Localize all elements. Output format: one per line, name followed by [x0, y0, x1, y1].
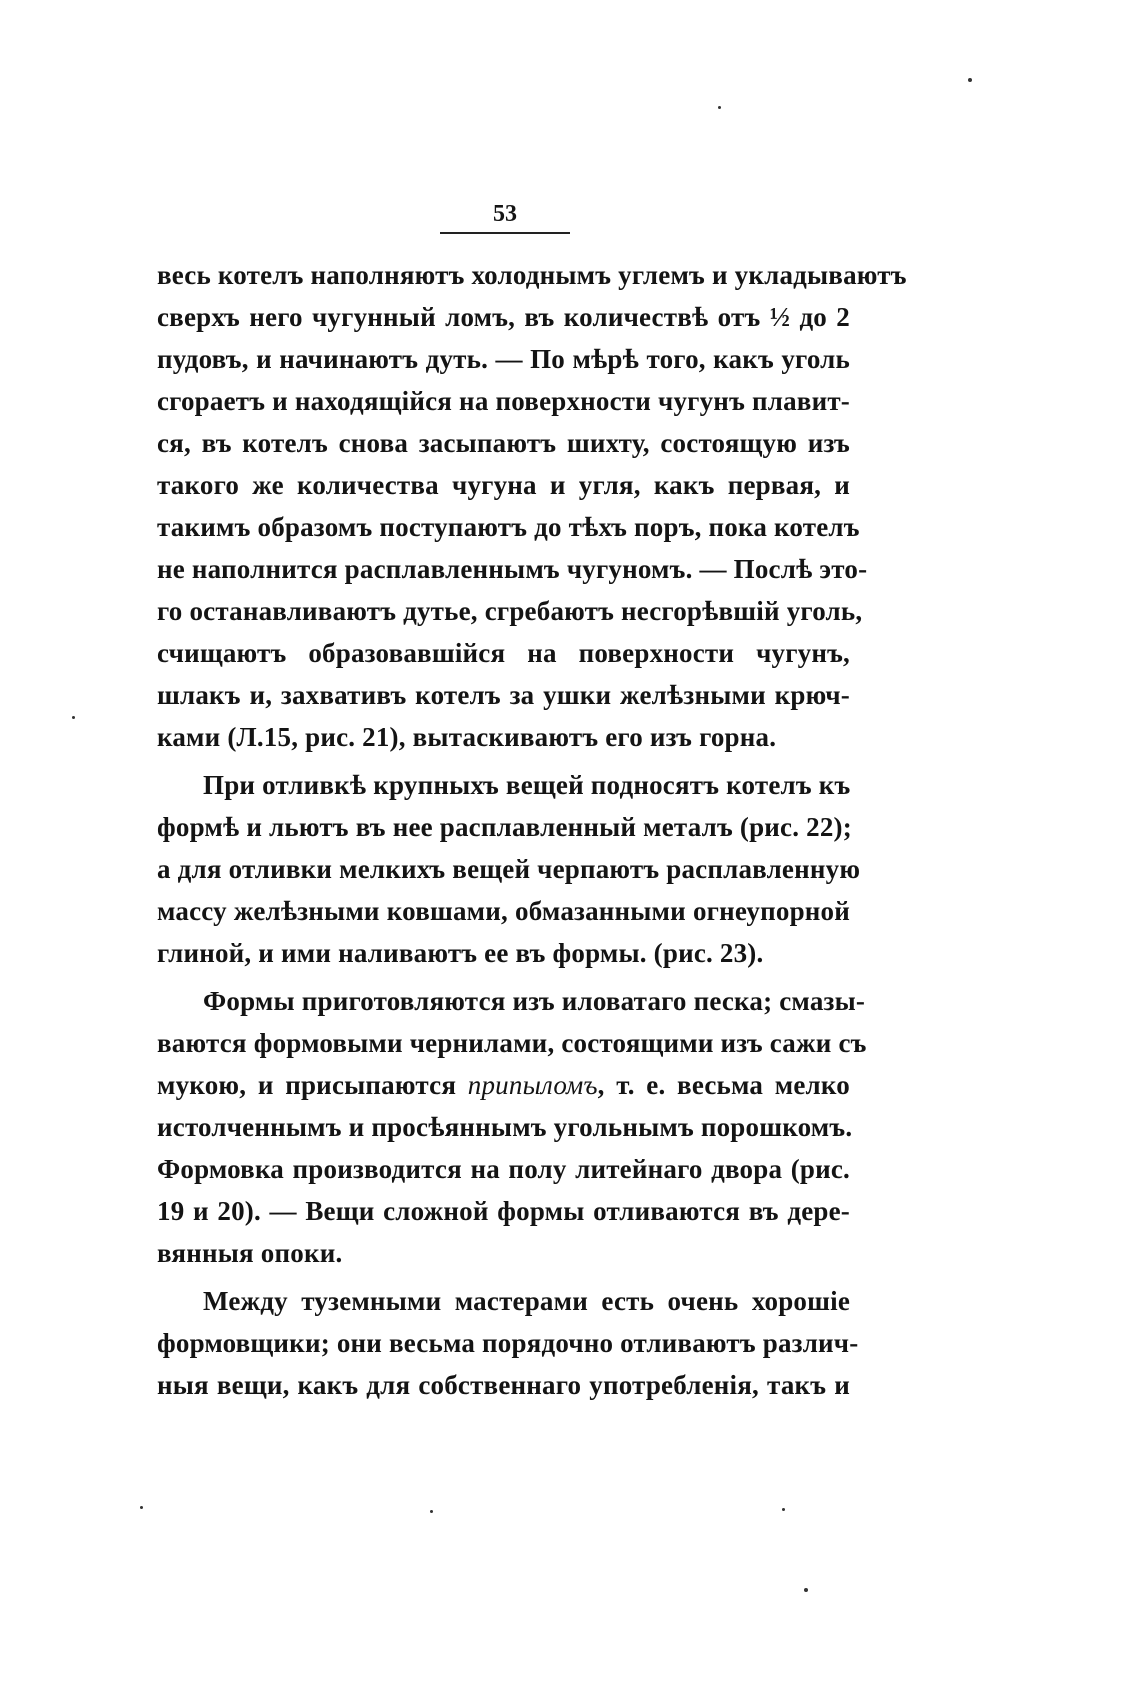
- text-line: формовщики; они весьма порядочно отливаютъ различ-: [157, 1328, 859, 1358]
- scan-speck: [782, 1508, 785, 1511]
- text-line: а для отливки мелкихъ вещей черпаютъ расплавленную: [157, 854, 861, 884]
- text-line: не наполнится расплавленнымъ чугуномъ. — Послѣ это-: [157, 554, 868, 584]
- text-line: такимъ образомъ поступаютъ до тѣхъ поръ, пока котелъ: [157, 512, 860, 542]
- scan-speck: [804, 1588, 808, 1592]
- text-line: сгораетъ и находящійся на поверхности чугунъ плавит-: [157, 386, 850, 416]
- paragraph-3: [157, 980, 867, 1274]
- text-line: 19 и 20). — Вещи сложной формы отливаются въ дере-: [157, 1196, 850, 1226]
- text-line: шлакъ и, захвативъ котелъ за ушки желѣзными крюч-: [157, 680, 850, 710]
- page-number-rule: [440, 232, 570, 234]
- text-line: При отливкѣ крупныхъ вещей подносятъ котелъ къ: [203, 770, 851, 800]
- text-line: го останавливаютъ дутье, сгребаютъ несгорѣвшій уголь,: [157, 596, 863, 626]
- text-line: сверхъ него чугунный ломъ, въ количествѣ отъ ½ до 2: [157, 302, 850, 332]
- text-line: Формовка производится на полу литейнаго двора (рис.: [157, 1154, 850, 1184]
- scan-speck: [72, 716, 75, 719]
- text-line: массу желѣзными ковшами, обмазанными огнеупорной: [157, 896, 850, 926]
- italic-term: припыломъ: [467, 1070, 598, 1100]
- scan-speck: [140, 1506, 143, 1509]
- text-line: мукою, и присыпаются припыломъ, т. е. весьма мелко: [157, 1070, 850, 1100]
- page-number: 53: [493, 201, 517, 227]
- scan-speck: [968, 78, 972, 82]
- text-line: пудовъ, и начинаютъ дуть. — По мѣрѣ того, какъ уголь: [157, 344, 850, 374]
- paragraph-4: [157, 1280, 859, 1406]
- scan-speck: [718, 106, 721, 109]
- text-line: вянныя опоки.: [157, 1238, 343, 1268]
- text-line: глиной, и ими наливаютъ ее въ формы. (рис. 23).: [157, 938, 764, 968]
- text-line: истолченнымъ и просѣяннымъ угольнымъ порошкомъ.: [157, 1112, 853, 1142]
- text-line: ваются формовыми чернилами, состоящими изъ сажи съ: [157, 1028, 867, 1058]
- text-line: счищаютъ образовавшійся на поверхности чугунъ,: [157, 638, 850, 668]
- text-line: Формы приготовляются изъ иловатаго песка; смазы-: [203, 986, 866, 1016]
- text-line: весь котелъ наполняютъ холоднымъ углемъ и укладываютъ: [157, 260, 907, 290]
- text-line: Между туземными мастерами есть очень хорошіе: [203, 1286, 850, 1316]
- text-line: ками (Л.15, рис. 21), вытаскиваютъ его изъ горна.: [157, 722, 777, 752]
- text-line: формѣ и льютъ въ нее расплавленный металъ (рис. 22);: [157, 812, 852, 842]
- text-line: ся, въ котелъ снова засыпаютъ шихту, состоящую изъ: [157, 428, 850, 458]
- text-line: такого же количества чугуна и угля, какъ первая, и: [157, 470, 850, 500]
- scan-speck: [430, 1510, 433, 1513]
- paragraph-1: [157, 254, 907, 758]
- body-text: [157, 254, 907, 1406]
- text-line: ныя вещи, какъ для собственнаго употребленія, такъ и: [157, 1370, 850, 1400]
- paragraph-2: [157, 764, 861, 974]
